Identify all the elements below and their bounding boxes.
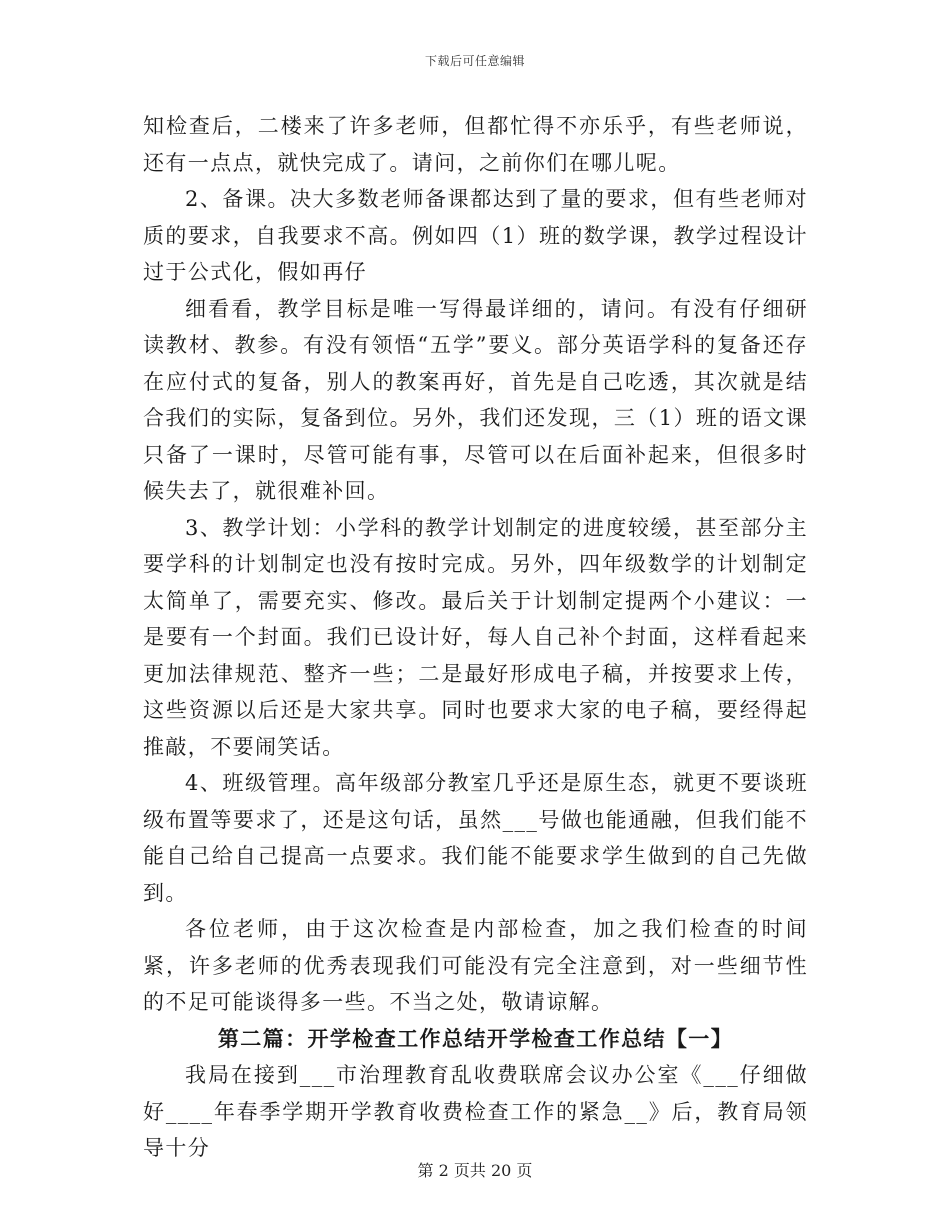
paragraph-lesson-prep: 2、备课。决大多数老师备课都达到了量的要求，但有些老师对质的要求，自我要求不高。例如四（1）班的数学课，教学过程设计过于公式化，假如再仔 — [143, 187, 808, 284]
page-header: 下载后可任意编辑 — [424, 54, 525, 68]
paragraph-section-intro: 我局在接到___市治理教育乱收费联席会议办公室《___仔细做好____年春季学期开学教育收费检查工作的紧急__》后，教育局领导十分 — [143, 1063, 808, 1160]
page-footer: 第 2 页共 20 页 — [417, 1161, 533, 1180]
document-body — [143, 108, 808, 1167]
paragraph-closing-remarks: 各位老师，由于这次检查是内部检查，加之我们检查的时间紧，许多老师的优秀表现我们可能没有完全注意到，对一些细节性的不足可能谈得多一些。不当之处，敬请谅解。 — [143, 917, 808, 1014]
paragraph-continuation: 知检查后，二楼来了许多老师，但都忙得不亦乐乎，有些老师说，还有一点点，就快完成了。请问，之前你们在哪儿呢。 — [143, 114, 808, 175]
paragraph-teaching-plan: 3、教学计划：小学科的教学计划制定的进度较缓，甚至部分主要学科的计划制定也没有按时完成。另外，四年级数学的计划制定太简单了，需要充实、修改。最后关于计划制定提两个小建议：一是要有一个封面。我们已设计好，每人自己补个封面，这样看起来更加法律规范、整齐一些；二是最好形成电子稿，并按要求上传，这些资源以后还是大家共享。同时也要求大家的电子稿，要经得起推敲，不要闹笑话。 — [143, 515, 808, 759]
section-heading: 第二篇：开学检查工作总结开学检查工作总结【一】 — [217, 1025, 734, 1051]
paragraph-class-management: 4、班级管理。高年级部分教室几乎还是原生态，就更不要谈班级布置等要求了，还是这句话，虽然___号做也能通融，但我们能不能自己给自己提高一点要求。我们能不能要求学生做到的自己先做到。 — [143, 771, 808, 905]
paragraph-lesson-prep-continued: 细看看，教学目标是唯一写得最详细的，请问。有没有仔细研读教材、教参。有没有领悟“五学”要义。部分英语学科的复备还存在应付式的复备，别人的教案再好，首先是自己吃透，其次就是结合我们的实际，复备到位。另外，我们还发现，三（1）班的语文课只备了一课时，尽管可能有事，尽管可以在后面补起来，但很多时候失去了，就很难补回。 — [143, 296, 808, 503]
